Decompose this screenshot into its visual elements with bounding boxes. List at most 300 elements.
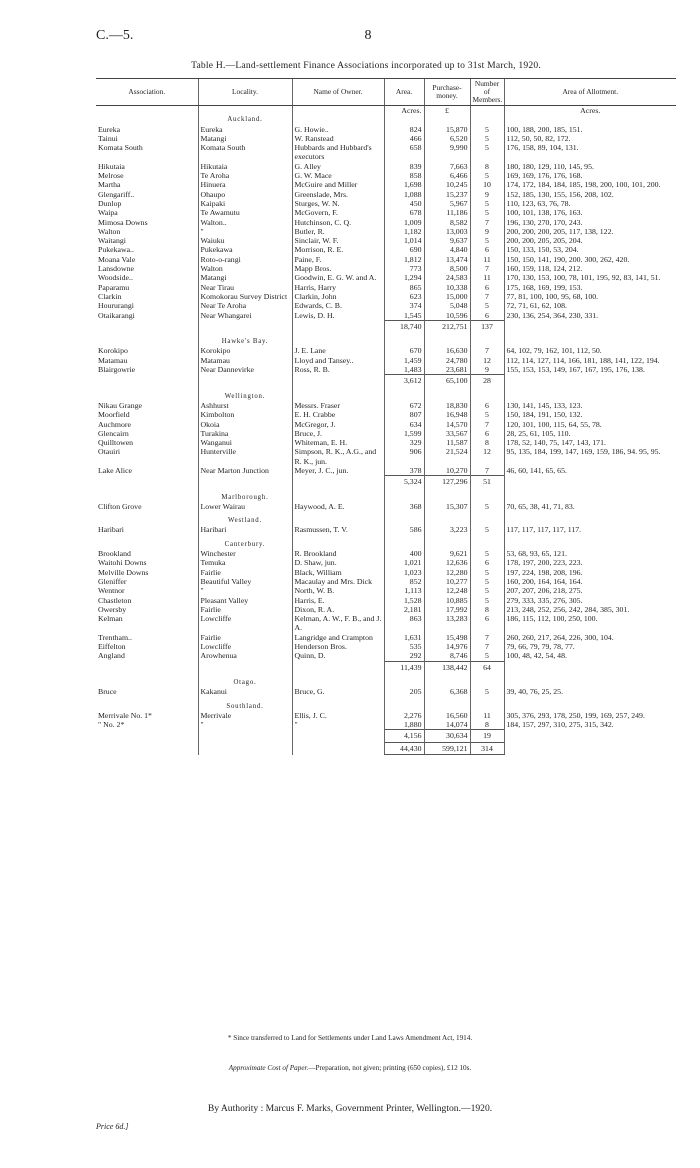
- allotment-cell: 200, 200, 200, 205, 117, 138, 122.: [504, 227, 676, 236]
- allotment-cell: 112, 114, 127, 114, 166, 181, 188, 141, 122, 194.: [504, 356, 676, 365]
- association-cell: Glengariff..: [98, 189, 135, 199]
- owner-cell: Macaulay and Mrs. Dick: [292, 577, 384, 586]
- association-cell: Gleniffer: [98, 576, 127, 586]
- table-row: [96, 596, 676, 605]
- locality-cell: Hikutaia: [198, 162, 292, 171]
- subtotal-area: 5,324: [384, 476, 424, 488]
- area-cell: 368: [384, 502, 424, 511]
- area-cell: 807: [384, 410, 424, 419]
- table-row: [96, 568, 676, 577]
- allotment-cell: 169, 169, 176, 176, 168.: [504, 171, 676, 180]
- purchase-money-cell: 17,992: [424, 605, 470, 614]
- allotment-cell: 186, 115, 112, 100, 250, 100.: [504, 614, 676, 633]
- allotment-cell: 260, 260, 217, 264, 226, 300, 104.: [504, 633, 676, 642]
- locality-cell: Hunterville: [198, 447, 292, 466]
- members-cell: 11: [470, 255, 504, 264]
- region-row: [96, 337, 676, 346]
- region-cell: [424, 115, 470, 124]
- locality-cell: Pleasant Valley: [198, 596, 292, 605]
- region-cell: [504, 115, 676, 124]
- association-cell: Clifton Grove: [98, 501, 142, 511]
- printer-authority: By Authority : Marcus F. Marks, Government Printer, Wellington.—1920.: [207, 1103, 493, 1114]
- subtotal-money: 65,100: [424, 375, 470, 387]
- purchase-money-cell: 9,637: [424, 236, 470, 245]
- purchase-money-cell: 21,524: [424, 447, 470, 466]
- association-cell: Eiffelton: [98, 642, 126, 652]
- subtotal-row: [96, 476, 676, 488]
- association-cell: Lansdowne: [98, 264, 134, 274]
- subtotal-area: 4,156: [384, 730, 424, 742]
- area-cell: 863: [384, 614, 424, 633]
- column-header-allotment: Area of Allotment.: [504, 79, 676, 106]
- allotment-cell: 117, 117, 117, 117, 117.: [504, 525, 676, 534]
- association-cell: Dunlop: [98, 198, 122, 208]
- locality-cell: ": [198, 586, 292, 595]
- subtotal-area: 18,740: [384, 320, 424, 332]
- allotment-cell: 112, 50, 50, 82, 172.: [504, 134, 676, 143]
- table-row: [96, 255, 676, 264]
- subtotal-blank: [198, 476, 292, 488]
- members-cell: 6: [470, 614, 504, 633]
- cost-label: Approximate Cost of Paper.: [228, 1064, 309, 1072]
- table-row: [96, 311, 676, 321]
- subtotal-blank: [198, 320, 292, 332]
- members-cell: 5: [470, 549, 504, 558]
- locality-cell: Walton..: [198, 218, 292, 227]
- association-cell: Moorfield: [98, 410, 130, 420]
- region-cell: [504, 392, 676, 401]
- purchase-money-cell: 11,587: [424, 438, 470, 447]
- purchase-money-cell: 11,186: [424, 208, 470, 217]
- land-settlement-table: [96, 78, 676, 755]
- grand-total-blank: [96, 742, 198, 754]
- table-row: [96, 264, 676, 273]
- area-cell: 374: [384, 301, 424, 310]
- area-cell: 839: [384, 162, 424, 171]
- table-row: [96, 134, 676, 143]
- table-row: [96, 410, 676, 419]
- purchase-money-cell: 9,621: [424, 549, 470, 558]
- owner-cell: Simpson, R. K., A.G., and R. K., jun.: [292, 447, 384, 466]
- region-cell: [504, 702, 676, 711]
- locality-cell: Arowhenua: [198, 651, 292, 661]
- area-cell: 623: [384, 292, 424, 301]
- locality-cell: Korokipo: [198, 346, 292, 355]
- table-row: [96, 301, 676, 310]
- purchase-money-cell: 16,560: [424, 711, 470, 720]
- allotment-cell: 160, 159, 118, 124, 212.: [504, 264, 676, 273]
- area-cell: 1,483: [384, 365, 424, 375]
- members-cell: 9: [470, 365, 504, 375]
- allotment-cell: 64, 102, 79, 162, 101, 112, 50.: [504, 346, 676, 355]
- owner-cell: Rasmussen, T. V.: [292, 525, 384, 534]
- members-cell: 7: [470, 264, 504, 273]
- region-cell: [470, 678, 504, 687]
- region-cell: [96, 392, 198, 401]
- region-cell: [292, 516, 384, 525]
- region-cell: [504, 516, 676, 525]
- grand-total-blank: [292, 742, 384, 754]
- purchase-money-cell: 14,074: [424, 720, 470, 730]
- region-row: [96, 516, 676, 525]
- locality-cell: Fairlie: [198, 568, 292, 577]
- association-cell: Blairgowrie: [98, 365, 136, 375]
- locality-cell: Winchester: [198, 549, 292, 558]
- association-cell: Wentnor: [98, 586, 125, 596]
- association-cell: Martha: [98, 180, 121, 190]
- allotment-cell: 72, 71, 61, 62, 108.: [504, 301, 676, 310]
- table-row: [96, 447, 676, 466]
- owner-cell: G. Alley: [292, 162, 384, 171]
- allotment-cell: 150, 150, 141, 190, 200. 300, 262, 420.: [504, 255, 676, 264]
- locality-cell: Pukekawa: [198, 245, 292, 254]
- owner-cell: Ellis, J. C.: [292, 711, 384, 720]
- table-row: [96, 401, 676, 410]
- table-row: [96, 236, 676, 245]
- region-cell: [384, 678, 424, 687]
- region-cell: [292, 493, 384, 502]
- region-heading: Canterbury.: [198, 540, 292, 549]
- table-row: [96, 558, 676, 567]
- owner-cell: Henderson Bros.: [292, 642, 384, 651]
- header-row: [96, 79, 676, 106]
- column-header-locality: Locality.: [198, 79, 292, 106]
- members-cell: 5: [470, 568, 504, 577]
- region-cell: [96, 678, 198, 687]
- units-cell: [292, 106, 384, 116]
- members-cell: 6: [470, 401, 504, 410]
- area-cell: 2,181: [384, 605, 424, 614]
- subtotal-area: 11,439: [384, 661, 424, 673]
- subtotal-blank: [96, 661, 198, 673]
- locality-cell: Kaipaki: [198, 199, 292, 208]
- owner-cell: D. Shaw, jun.: [292, 558, 384, 567]
- region-cell: [96, 516, 198, 525]
- region-cell: [470, 540, 504, 549]
- owner-cell: Haywood, A. E.: [292, 502, 384, 511]
- region-cell: [384, 115, 424, 124]
- table-row: [96, 143, 676, 162]
- association-cell: Auchmore: [98, 419, 131, 429]
- subtotal-blank: [504, 730, 676, 742]
- association-cell: Nikau Grange: [98, 400, 142, 410]
- region-cell: [292, 540, 384, 549]
- allotment-cell: 180, 180, 129, 110, 145, 95.: [504, 162, 676, 171]
- allotment-cell: 130, 141, 145, 133, 123.: [504, 401, 676, 410]
- table-row: [96, 162, 676, 171]
- members-cell: 5: [470, 525, 504, 534]
- grand-total-money: 599,121: [424, 742, 470, 754]
- purchase-money-cell: 10,338: [424, 283, 470, 292]
- locality-cell: Temuka: [198, 558, 292, 567]
- allotment-cell: 95, 135, 184, 199, 147, 169, 159, 186, 94. 95, 95.: [504, 447, 676, 466]
- subtotal-money: 30,634: [424, 730, 470, 742]
- members-cell: 11: [470, 711, 504, 720]
- area-cell: 773: [384, 264, 424, 273]
- owner-cell: North, W. B.: [292, 586, 384, 595]
- region-heading: Southland.: [198, 702, 292, 711]
- owner-cell: Edwards, C. B.: [292, 301, 384, 310]
- locality-cell: Beautiful Valley: [198, 577, 292, 586]
- allotment-cell: 100, 48, 42, 54, 48.: [504, 651, 676, 661]
- table-row: [96, 245, 676, 254]
- association-cell: Woodside..: [98, 273, 133, 283]
- locality-cell: Fairlie: [198, 633, 292, 642]
- page-reference: C.—5.: [96, 28, 134, 43]
- allotment-cell: 155, 153, 153, 149, 167, 167, 195, 176, 138.: [504, 365, 676, 375]
- table-row: [96, 365, 676, 375]
- units-area: Acres.: [384, 106, 424, 116]
- area-cell: 1,459: [384, 356, 424, 365]
- column-header-area: Area.: [384, 79, 424, 106]
- association-cell: Korokipo: [98, 346, 128, 356]
- subtotal-blank: [292, 661, 384, 673]
- subtotal-blank: [292, 375, 384, 387]
- table-row: [96, 190, 676, 199]
- region-row: [96, 678, 676, 687]
- purchase-money-cell: 7,663: [424, 162, 470, 171]
- allotment-cell: 230, 136, 254, 364, 230, 331.: [504, 311, 676, 321]
- association-cell: Waipa: [98, 208, 118, 218]
- grand-total-blank: [504, 742, 676, 754]
- members-cell: 7: [470, 292, 504, 301]
- association-cell: Glencairn: [98, 428, 129, 438]
- table-row: [96, 651, 676, 661]
- subtotal-blank: [96, 375, 198, 387]
- subtotal-blank: [292, 320, 384, 332]
- area-cell: 1,812: [384, 255, 424, 264]
- association-cell: Tainui: [98, 133, 118, 143]
- region-row: [96, 702, 676, 711]
- locality-cell: Lower Wairau: [198, 502, 292, 511]
- grand-total-blank: [198, 742, 292, 754]
- subtotal-members: 51: [470, 476, 504, 488]
- subtotal-row: [96, 661, 676, 673]
- page-header: [96, 28, 640, 48]
- members-cell: 7: [470, 218, 504, 227]
- owner-cell: Ross, R. B.: [292, 365, 384, 375]
- locality-cell: Matangi: [198, 273, 292, 282]
- purchase-money-cell: 14,976: [424, 642, 470, 651]
- purchase-money-cell: 13,474: [424, 255, 470, 264]
- locality-cell: Matangi: [198, 134, 292, 143]
- association-cell: " No. 2*: [98, 720, 125, 730]
- units-allotment: Acres.: [504, 106, 676, 116]
- area-cell: 678: [384, 208, 424, 217]
- locality-cell: Matamau: [198, 356, 292, 365]
- association-cell: Otauiri: [98, 447, 121, 457]
- allotment-cell: 152, 185, 130, 155, 156, 208, 102.: [504, 190, 676, 199]
- table-row: [96, 171, 676, 180]
- owner-cell: J. E. Lane: [292, 346, 384, 355]
- owner-cell: Messrs. Fraser: [292, 401, 384, 410]
- association-cell: Paparamu: [98, 282, 130, 292]
- members-cell: 5: [470, 208, 504, 217]
- area-cell: 329: [384, 438, 424, 447]
- units-cell: [96, 106, 198, 116]
- purchase-money-cell: 8,500: [424, 264, 470, 273]
- purchase-money-cell: 10,270: [424, 466, 470, 476]
- owner-cell: Whiteman, E. H.: [292, 438, 384, 447]
- owner-cell: Bruce, G.: [292, 687, 384, 696]
- members-cell: 8: [470, 720, 504, 730]
- region-cell: [470, 337, 504, 346]
- association-cell: Haribari: [98, 525, 124, 535]
- owner-cell: McGuire and Miller: [292, 180, 384, 189]
- owner-cell: Black, William: [292, 568, 384, 577]
- subtotal-row: [96, 375, 676, 387]
- locality-cell: Roto-o-rangi: [198, 255, 292, 264]
- members-cell: 7: [470, 642, 504, 651]
- table-body: [96, 106, 676, 755]
- owner-cell: McGregor, J.: [292, 420, 384, 429]
- subtotal-members: 137: [470, 320, 504, 332]
- area-cell: 1,009: [384, 218, 424, 227]
- table-row: [96, 577, 676, 586]
- region-row: [96, 493, 676, 502]
- allotment-cell: 53, 68, 93, 65, 121.: [504, 549, 676, 558]
- purchase-money-cell: 10,596: [424, 311, 470, 321]
- owner-cell: Bruce, J.: [292, 429, 384, 438]
- members-cell: 5: [470, 577, 504, 586]
- owner-cell: Butler, R.: [292, 227, 384, 236]
- purchase-money-cell: 12,280: [424, 568, 470, 577]
- region-cell: [504, 540, 676, 549]
- allotment-cell: 100, 101, 138, 176, 163.: [504, 208, 676, 217]
- association-cell: Matamau: [98, 355, 128, 365]
- region-cell: [292, 392, 384, 401]
- locality-cell: Near Whangarei: [198, 311, 292, 321]
- region-cell: [384, 493, 424, 502]
- locality-cell: Kakanui: [198, 687, 292, 696]
- owner-cell: Quinn, D.: [292, 651, 384, 661]
- cost-text: —Preparation, not given; printing (650 copies), £12 10s.: [308, 1064, 472, 1072]
- allotment-cell: 196, 130, 270, 170, 243.: [504, 218, 676, 227]
- locality-cell: Waiuku: [198, 236, 292, 245]
- association-cell: Waitangi: [98, 236, 126, 246]
- purchase-money-cell: 10,245: [424, 180, 470, 189]
- purchase-money-cell: 15,000: [424, 292, 470, 301]
- purchase-money-cell: 10,885: [424, 596, 470, 605]
- subtotal-area: 3,612: [384, 375, 424, 387]
- units-cell: [198, 106, 292, 116]
- area-cell: 2,276: [384, 711, 424, 720]
- locality-cell: Hinuera: [198, 180, 292, 189]
- area-cell: 852: [384, 577, 424, 586]
- area-cell: 1,528: [384, 596, 424, 605]
- table-row: [96, 711, 676, 720]
- table-row: [96, 429, 676, 438]
- grand-total-members: 314: [470, 742, 504, 754]
- locality-cell: Turakina: [198, 429, 292, 438]
- subtotal-members: 64: [470, 661, 504, 673]
- region-cell: [384, 337, 424, 346]
- association-cell: Walton: [98, 226, 121, 236]
- allotment-cell: 197, 224, 198, 208, 196.: [504, 568, 676, 577]
- owner-cell: Meyer, J. C., jun.: [292, 466, 384, 476]
- members-cell: 8: [470, 438, 504, 447]
- units-cell: [470, 106, 504, 116]
- region-cell: [96, 115, 198, 124]
- region-cell: [470, 516, 504, 525]
- purchase-money-cell: 6,368: [424, 687, 470, 696]
- purchase-money-cell: 33,567: [424, 429, 470, 438]
- purchase-money-cell: 18,830: [424, 401, 470, 410]
- region-cell: [424, 337, 470, 346]
- members-cell: 5: [470, 586, 504, 595]
- members-cell: 12: [470, 356, 504, 365]
- table-row: [96, 356, 676, 365]
- purchase-money-cell: 24,583: [424, 273, 470, 282]
- subtotal-blank: [198, 730, 292, 742]
- purchase-money-cell: 13,003: [424, 227, 470, 236]
- allotment-cell: 170, 130, 153, 100, 78, 101, 195, 92, 83, 141, 51.: [504, 273, 676, 282]
- purchase-money-cell: 12,636: [424, 558, 470, 567]
- subtotal-blank: [504, 661, 676, 673]
- area-cell: 672: [384, 401, 424, 410]
- area-cell: 1,021: [384, 558, 424, 567]
- members-cell: 5: [470, 199, 504, 208]
- region-heading: Otago.: [198, 678, 292, 687]
- members-cell: 5: [470, 502, 504, 511]
- allotment-cell: 70, 65, 38, 41, 71, 83.: [504, 502, 676, 511]
- purchase-money-cell: 15,498: [424, 633, 470, 642]
- table-row: [96, 199, 676, 208]
- allotment-cell: 178, 197, 200, 223, 223.: [504, 558, 676, 567]
- locality-cell: Komokorau Survey District: [198, 292, 292, 301]
- association-cell: Mimosa Downs: [98, 217, 148, 227]
- association-cell: Otaikarangi: [98, 310, 135, 320]
- owner-cell: ": [292, 720, 384, 730]
- area-cell: 1,088: [384, 190, 424, 199]
- region-cell: [96, 337, 198, 346]
- table-row: [96, 283, 676, 292]
- owner-cell: R. Brookland: [292, 549, 384, 558]
- table-row: [96, 208, 676, 217]
- region-cell: [292, 337, 384, 346]
- association-cell: Hoururangi: [98, 301, 134, 311]
- region-cell: [470, 392, 504, 401]
- owner-cell: Harris, Harry: [292, 283, 384, 292]
- purchase-money-cell: 5,048: [424, 301, 470, 310]
- locality-cell: Kimbolton: [198, 410, 292, 419]
- purchase-money-cell: 3,223: [424, 525, 470, 534]
- region-cell: [292, 702, 384, 711]
- association-cell: Eureka: [98, 124, 121, 134]
- area-cell: 1,599: [384, 429, 424, 438]
- area-cell: 292: [384, 651, 424, 661]
- subtotal-blank: [198, 375, 292, 387]
- region-cell: [96, 540, 198, 549]
- table-row: [96, 420, 676, 429]
- purchase-money-cell: 15,237: [424, 190, 470, 199]
- region-heading: Auckland.: [198, 115, 292, 124]
- owner-cell: G. W. Mace: [292, 171, 384, 180]
- members-cell: 6: [470, 245, 504, 254]
- subtotal-blank: [96, 730, 198, 742]
- members-cell: 5: [470, 125, 504, 134]
- association-cell: Clarkin: [98, 291, 122, 301]
- subtotal-blank: [504, 320, 676, 332]
- members-cell: 7: [470, 466, 504, 476]
- area-cell: 690: [384, 245, 424, 254]
- area-cell: 1,880: [384, 720, 424, 730]
- units-row: [96, 106, 676, 116]
- cost-note: [0, 1064, 700, 1072]
- members-cell: 9: [470, 190, 504, 199]
- association-cell: Brookland: [98, 549, 131, 559]
- area-cell: 824: [384, 125, 424, 134]
